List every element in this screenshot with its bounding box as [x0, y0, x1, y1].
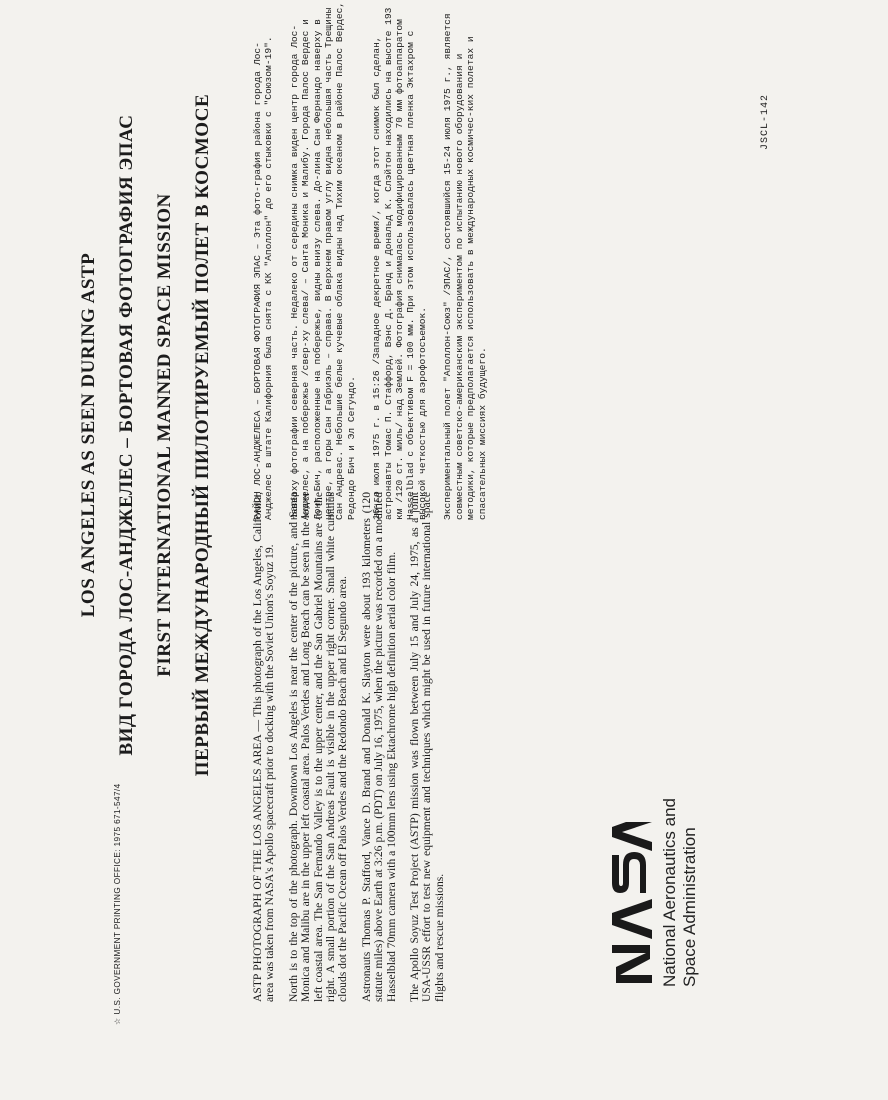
nasa-logo-block	[612, 687, 702, 987]
english-column	[252, 492, 457, 1002]
printing-office-note: ☆ U.S. GOVERNMENT PRINTING OFFICE: 1975 671-547/4	[113, 783, 122, 1025]
english-paragraph-2: North is to the top of the photograph. Downtown Los Angeles is near the center of the picture, and Santa Monica and Malibu are in the upper left coastal area. Palos Verdes and Long Beach can be seen in the lower left coastal area. The San Fernando Valley is to the upper center, and the San Gabriel Mountains are to the right. A small portion of the San Andreas Fault is visible in the upper right corner. Small white cumulus clouds dot the Pacific Ocean off Palos Verdes and the Redondo Beach and El Segundo area.	[286, 492, 350, 1002]
english-mission-heading: FIRST INTERNATIONAL MANNED SPACE MISSION	[154, 193, 175, 677]
english-paragraph-3: Astronauts Thomas P. Stafford, Vance D. Brand and Donald K. Slayton were about 193 kilometers (120 statute miles) above Earth at 3:26 p.m. (PDT) on July 16, 1975, when the picture was recorded on a modified Hasselblad 70mm camera with a 100mm lens using Ektachrome high definition aerial color film.	[359, 492, 398, 1002]
title-block	[70, 25, 222, 845]
nasa-name	[660, 798, 700, 987]
document-code: JSCL-142	[760, 93, 771, 150]
english-paragraph-1: ASTP PHOTOGRAPH OF THE LOS ANGELES AREA — This photograph of the Los Angeles, California, area was taken from NASA's Apollo spacecraft prior to docking with the Soviet Union's Soyuz 19.	[251, 492, 277, 1002]
russian-paragraph-1: РАЙОН ЛОС-АНДЖЕЛЕСА – БОРТОВАЯ ФОТОГРАФИЯ ЭПАС – Эта фото-графия района города Лос-Анджелес в штате Калифорния была снята с КК "Аполлон" до его стыковки с "Союзом-19".	[252, 36, 275, 520]
nasa-name-line-2: Space Administration	[680, 827, 699, 987]
english-paragraph-4: The Apollo Soyuz Test Project (ASTP) mission was flown between July 15 and July 24, 1975, as a joint USA-USSR effort to test new equipment and techniques which might be used in future international space flights and rescue missions.	[408, 492, 446, 1002]
russian-title: ВИД ГОРОДА ЛОС-АНДЖЕЛЕС – БОРТОВАЯ ФОТОГРАФИЯ ЭПАС	[116, 114, 137, 756]
nasa-worm-logo-icon	[612, 822, 652, 987]
nasa-name-line-1: National Aeronautics and	[660, 797, 679, 987]
english-title: LOS ANGELES AS SEEN DURING ASTP	[78, 252, 99, 618]
russian-paragraph-2: Наверху фотографии северная часть. Недалеко от середины снимка виден центр города Лос-Анджелес, а на побережье /свер-ху слева/ – Санта Моника и Малибу. Города Палос Вердес и Лонг Бич, расположенные на побережье, видны внизу слева. До-лина Сан Фернандо наверху в центре, а горы Сан Габриэль – справа. В верхнем правом углу видна небольшая часть Трещины Сан Андреас. Небольшие белые кучевые облака видны над Тихим океаном в районе Палос Вердес, Редондо Бич и Эл Сегундо.	[288, 1, 357, 520]
russian-paragraph-4: Экспериментальный полет "Аполлон-Союз" /ЭПАС/, состоявшийся 15-24 июля 1975 г., является совместным советско-американским экспериментом по испытанию нового оборудования и методики, которые предполагается использовать в международных космичес-ких полетах и спасательных миссиях будущего.	[442, 13, 488, 520]
russian-column	[252, 0, 502, 520]
russian-paragraph-3: 16-го июля 1975 г. в 15:26 /Западное декретное время/, когда этот снимок был сделан, астронавты Томас П. Стаффорд, Вэнс Д. Бранд и Дональд К. Слэйтон находились на высоте 193 км /120 ст. миль/ над Землей. Фотография снималась модифицированным 70 мм фотоаппаратом Hasselblad с объективом F = 100 мм. При этом использовалась цветная пленка Эктахром с высокой четкостью для аэрофотосъемок.	[371, 7, 428, 520]
russian-mission-heading: ПЕРВЫЙ МЕЖДУНАРОДНЫЙ ПИЛОТИРУЕМЫЙ ПОЛЕТ В КОСМОСЕ	[192, 93, 213, 777]
